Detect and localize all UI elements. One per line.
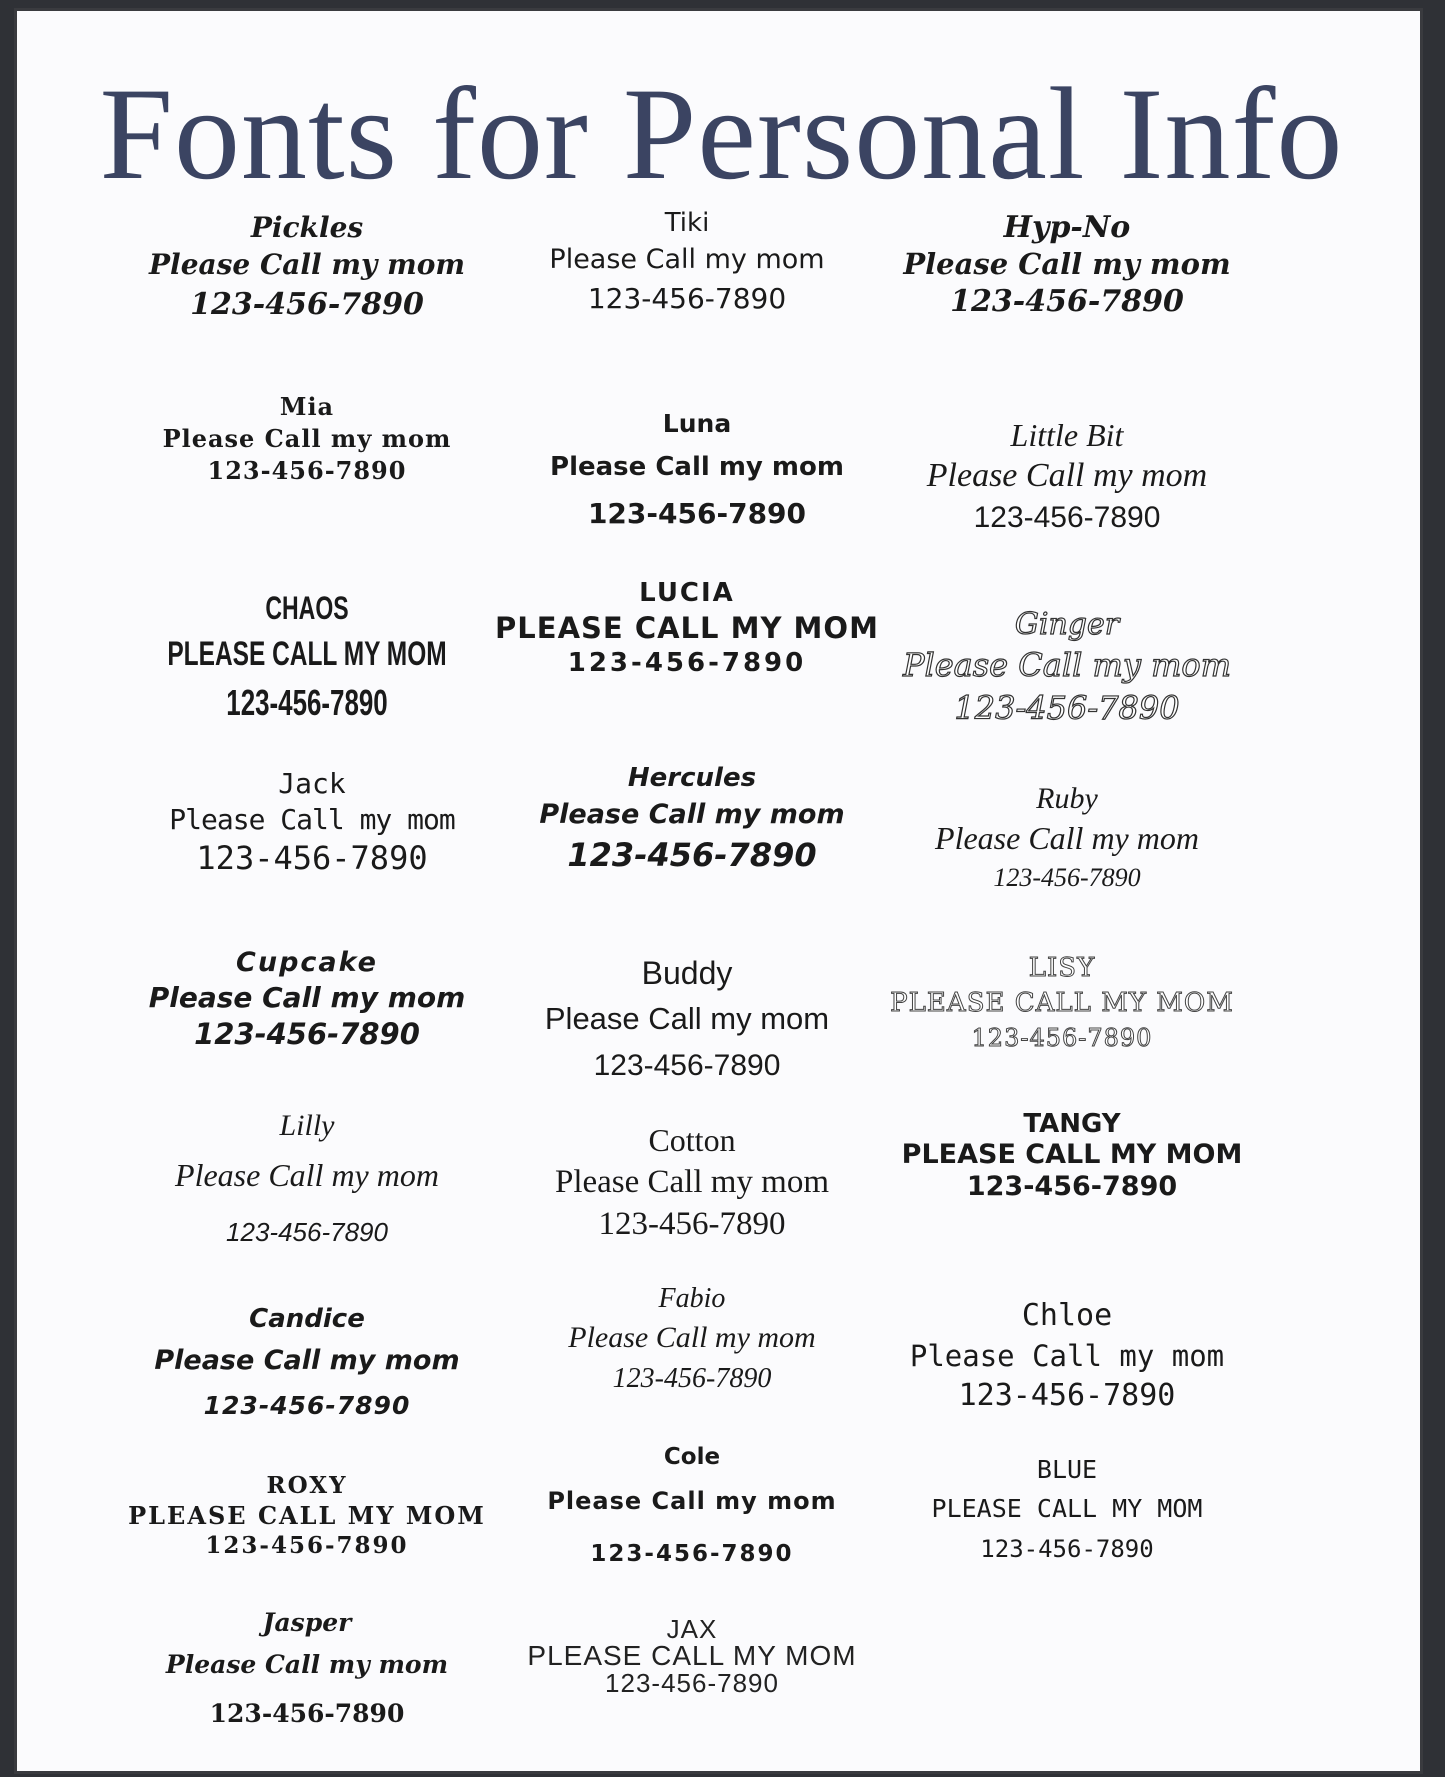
sample-phone: 123-456-7890 xyxy=(567,836,817,874)
sample-message: Please Call my mom xyxy=(154,1345,460,1376)
sample-message: Please Call my mom xyxy=(935,820,1199,856)
font-sample-lucia xyxy=(477,576,897,680)
sample-message: Please Call my mom xyxy=(175,1157,439,1193)
sample-phone: 123-456-7890 xyxy=(587,497,807,530)
sample-phone: 123-456-7890 xyxy=(207,456,407,485)
font-sample-luna xyxy=(487,406,907,536)
sample-message: Please Call my mom xyxy=(926,457,1208,494)
font-sample-tiki xyxy=(477,206,897,318)
font-sample-tangy xyxy=(862,1109,1282,1203)
sample-name: Luna xyxy=(662,409,732,438)
sample-message: Please Call my mom xyxy=(902,646,1232,684)
sample-name: Cotton xyxy=(648,1122,736,1158)
sample-name: Ginger xyxy=(1014,607,1120,642)
font-sample-chaos xyxy=(156,586,458,728)
font-sample-fabio xyxy=(482,1281,902,1399)
font-sample-blue xyxy=(857,1451,1277,1569)
font-sample-jax xyxy=(482,1616,902,1696)
sample-name: Jasper xyxy=(262,1608,352,1637)
sample-name: Fabio xyxy=(658,1283,726,1314)
sample-name: Cupcake xyxy=(236,947,378,978)
sample-phone: 123-456-7890 xyxy=(194,1017,420,1051)
sample-phone: 123-456-7890 xyxy=(205,1532,409,1559)
sample-message: Please Call my mom xyxy=(539,799,845,830)
sample-message: Please Call my mom xyxy=(909,1339,1225,1373)
font-sample-hercules xyxy=(482,761,902,875)
sample-phone: 123-456-7890 xyxy=(966,1171,1178,1202)
sample-phone: 123-456-7890 xyxy=(993,863,1141,892)
font-sample-pickles xyxy=(97,211,517,325)
sample-message: PLEASE CALL MY MOM xyxy=(495,611,879,645)
sample-name: Buddy xyxy=(641,955,733,991)
sample-message: Please Call my mom xyxy=(148,981,466,1014)
sample-phone: 123-456-7890 xyxy=(590,1541,794,1567)
sample-name: Tiki xyxy=(664,208,710,238)
sample-name: Ruby xyxy=(1036,782,1098,815)
sample-name: JAX xyxy=(666,1614,718,1644)
font-sample-hyp-no xyxy=(857,211,1277,321)
sample-phone: 123-456-7890 xyxy=(980,1535,1154,1563)
sample-message: Please Call my mom xyxy=(169,803,455,836)
font-sample-candice xyxy=(97,1301,517,1427)
sample-name: ROXY xyxy=(266,1472,348,1499)
sample-message: Please Call my mom xyxy=(903,247,1231,281)
font-sample-chloe xyxy=(857,1296,1277,1416)
sample-name: BLUE xyxy=(1036,1455,1098,1484)
sample-phone: 123-456-7890 xyxy=(971,1024,1153,1052)
sample-message: Please Call my mom xyxy=(149,248,465,281)
sample-phone: 123-456-7890 xyxy=(593,1049,781,1082)
sample-phone: 123-456-7890 xyxy=(954,689,1180,727)
sample-phone: 123-456-7890 xyxy=(209,1699,405,1728)
font-sample-lilly xyxy=(97,1106,517,1260)
sample-name: Mia xyxy=(279,392,335,421)
font-sample-cotton xyxy=(482,1119,902,1245)
page-title: Fonts for Personal Info xyxy=(99,60,1344,207)
sample-name: Chloe xyxy=(1021,1298,1113,1333)
sample-message: Please Call my mom xyxy=(549,244,825,275)
sample-message: Please Call my mom xyxy=(547,1487,837,1515)
sample-name: TANGY xyxy=(1023,1109,1121,1139)
sample-message: Please Call my mom xyxy=(550,452,844,482)
sample-name: Candice xyxy=(249,1304,365,1334)
font-sample-jack xyxy=(102,766,522,878)
sample-phone: 123-456-7890 xyxy=(973,501,1161,534)
sample-message: Please Call my mom xyxy=(165,1650,449,1679)
font-sample-roxy xyxy=(97,1471,517,1561)
sample-name: Hercules xyxy=(627,763,757,793)
sample-name: Little Bit xyxy=(1010,417,1124,453)
sample-message: PLEASE CALL MY MOM xyxy=(527,1640,857,1671)
sample-name: Pickles xyxy=(250,211,364,244)
font-sample-sheet xyxy=(14,8,1423,1774)
font-sample-ruby xyxy=(857,781,1277,897)
sample-phone: 123-456-7890 xyxy=(598,1206,786,1242)
sample-message: PLEASE CALL MY MOM xyxy=(890,988,1234,1018)
sample-name: LISY xyxy=(1028,953,1096,983)
font-sample-lisy xyxy=(852,951,1272,1055)
sample-phone: 123-456-7890 xyxy=(605,1668,779,1698)
sample-name: Cole xyxy=(663,1444,721,1470)
sample-phone: 123-456-7890 xyxy=(612,1363,772,1394)
sample-phone: 123-456-7890 xyxy=(226,682,388,723)
sample-name: Jack xyxy=(278,767,346,800)
sample-phone: 123-456-7890 xyxy=(567,648,807,678)
sample-name: Lilly xyxy=(279,1109,335,1142)
font-sample-cole xyxy=(482,1441,902,1579)
sample-name: CHAOS xyxy=(265,590,349,626)
font-sample-cupcake xyxy=(97,946,517,1052)
font-sample-mia xyxy=(97,391,517,487)
sample-phone: 123-456-7890 xyxy=(196,839,428,877)
sample-message: PLEASE CALL MY MOM xyxy=(931,1494,1203,1523)
sample-message: PLEASE CALL MY MOM xyxy=(167,635,447,673)
sample-name: LUCIA xyxy=(639,578,735,608)
font-sample-buddy xyxy=(477,951,897,1089)
sample-phone: 123-456-7890 xyxy=(190,287,424,322)
sample-name: Hyp-No xyxy=(1003,210,1131,245)
sample-message: PLEASE CALL MY MOM xyxy=(901,1139,1243,1170)
sample-message: Please Call my mom xyxy=(568,1321,816,1354)
sample-phone: 123-456-7890 xyxy=(226,1217,388,1247)
sample-message: Please Call my mom xyxy=(554,1164,830,1200)
font-sample-little-bit xyxy=(857,416,1277,538)
font-sample-jasper xyxy=(97,1606,517,1738)
sample-message: Please Call my mom xyxy=(162,424,452,453)
sample-phone: 123-456-7890 xyxy=(203,1391,411,1420)
sample-phone: 123-456-7890 xyxy=(587,282,787,315)
sample-message: Please Call my mom xyxy=(544,1001,830,1036)
font-sample-ginger xyxy=(857,606,1277,730)
sample-phone: 123-456-7890 xyxy=(950,284,1184,319)
sample-message: PLEASE CALL MY MOM xyxy=(128,1501,486,1530)
sample-phone: 123-456-7890 xyxy=(958,1378,1176,1413)
